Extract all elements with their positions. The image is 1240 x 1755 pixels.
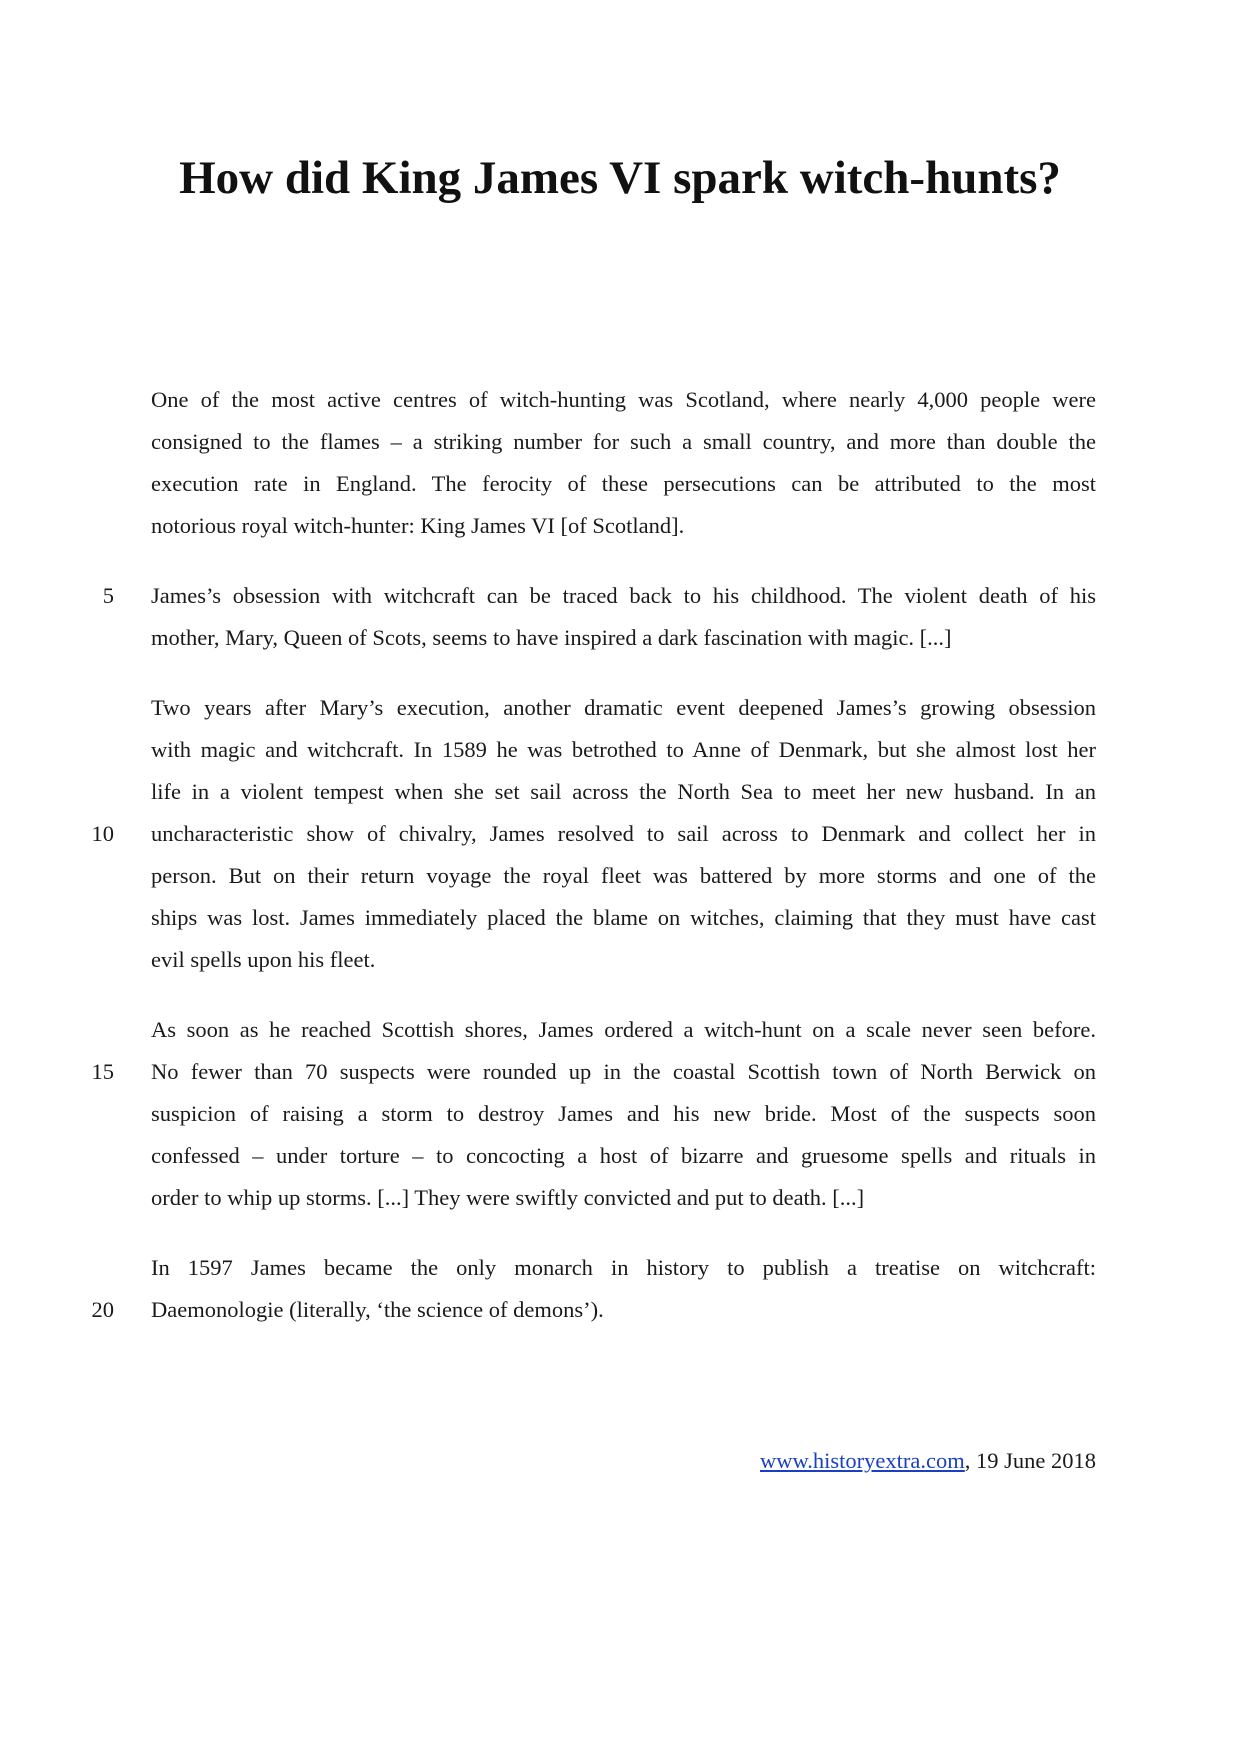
paragraph-3-line-5: person. But on their return voyage the royal fleet was battered by more storms and one of the (151, 863, 1096, 888)
paragraph-3-line-1: Two years after Mary’s execution, another dramatic event deepened James’s growing obsession (151, 695, 1096, 720)
source-date: , 19 June 2018 (964, 1448, 1096, 1473)
paragraph-3-line-7: evil spells upon his fleet. (151, 947, 376, 972)
paragraph-1-line-2: consigned to the flames – a striking number for such a small country, and more than double the (151, 429, 1096, 454)
line-number-10: 10 (91, 821, 114, 846)
paragraph-3-line-4: uncharacteristic show of chivalry, James resolved to sail across to Denmark and collect her in (151, 821, 1096, 846)
line-number-5: 5 (102, 583, 114, 608)
paragraph-3-line-6: ships was lost. James immediately placed the blame on witches, claiming that they must have cast (151, 905, 1096, 930)
paragraph-5-line-2: Daemonologie (literally, ‘the science of demons’). (151, 1297, 604, 1322)
paragraph-4-line-5: order to whip up storms. [...] They were swiftly convicted and put to death. [...] (151, 1185, 865, 1210)
paragraph-4-line-2: No fewer than 70 suspects were rounded up in the coastal Scottish town of North Berwick on (151, 1059, 1096, 1084)
paragraph-2-line-2: mother, Mary, Queen of Scots, seems to have inspired a dark fascination with magic. [...] (151, 625, 952, 650)
source-link[interactable]: www.historyextra.com (760, 1448, 965, 1473)
paragraph-5-line-1: In 1597 James became the only monarch in history to publish a treatise on witchcraft: (151, 1255, 1096, 1280)
paragraph-1-line-1: One of the most active centres of witch-hunting was Scotland, where nearly 4,000 people were (151, 387, 1096, 412)
paragraph-4-line-4: confessed – under torture – to concocting a host of bizarre and gruesome spells and rituals in (151, 1143, 1096, 1168)
line-number-20: 20 (91, 1297, 114, 1322)
paragraph-1-line-4: notorious royal witch-hunter: King James VI [of Scotland]. (151, 513, 685, 538)
page-title: How did King James VI spark witch-hunts? (179, 152, 1061, 204)
paragraph-4-line-1: As soon as he reached Scottish shores, James ordered a witch-hunt on a scale never seen before. (151, 1017, 1096, 1042)
line-number-15: 15 (91, 1059, 114, 1084)
paragraph-1-line-3: execution rate in England. The ferocity of these persecutions can be attributed to the most (151, 471, 1096, 496)
paragraph-2-line-1: James’s obsession with witchcraft can be traced back to his childhood. The violent death of his (151, 583, 1096, 608)
source-citation (760, 1440, 1096, 1482)
paragraph-3-line-3: life in a violent tempest when she set sail across the North Sea to meet her new husband. In an (151, 779, 1096, 804)
paragraph-3-line-2: with magic and witchcraft. In 1589 he was betrothed to Anne of Denmark, but she almost lost her (151, 737, 1096, 762)
paragraph-4-line-3: suspicion of raising a storm to destroy James and his new bride. Most of the suspects soon (151, 1101, 1096, 1126)
